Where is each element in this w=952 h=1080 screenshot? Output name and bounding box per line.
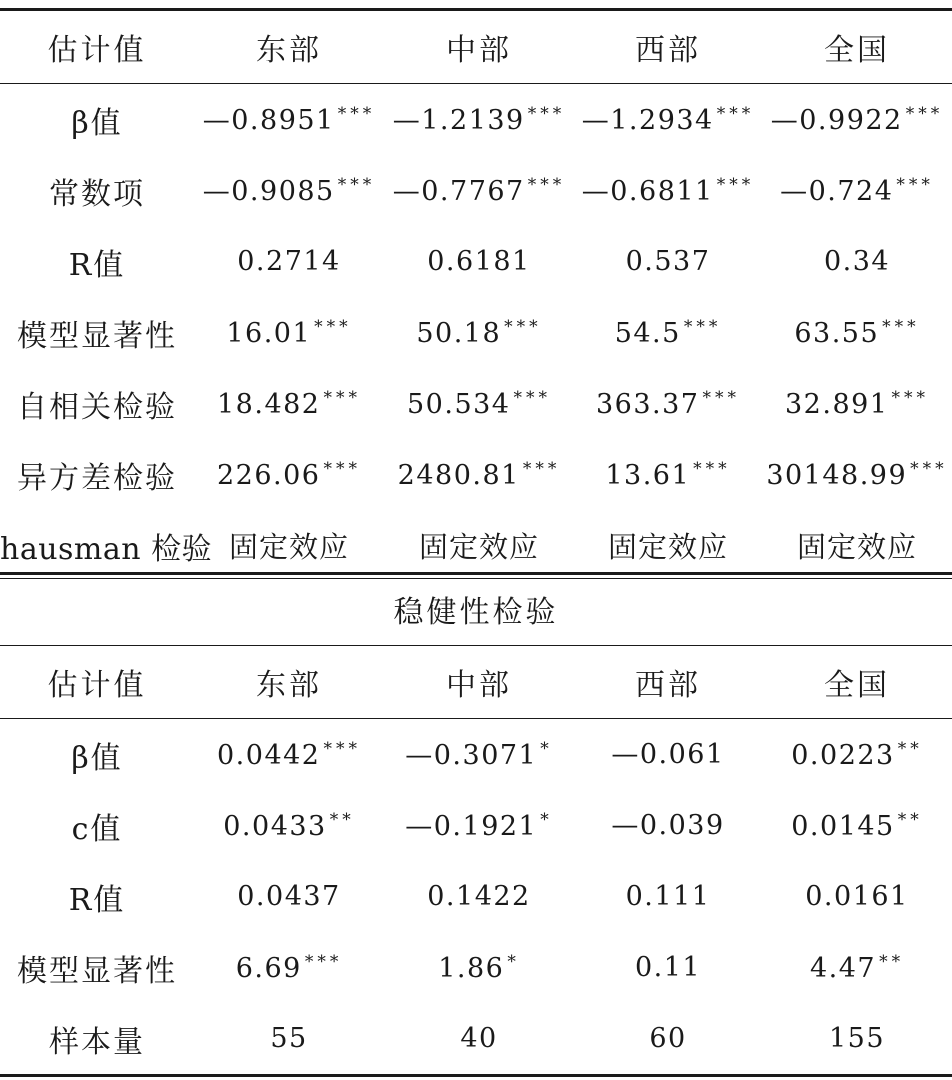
significance-stars: ***: [702, 387, 740, 408]
table-row: [0, 932, 952, 1003]
table-row: [0, 510, 952, 581]
table-cell: [194, 861, 384, 932]
row-label: β值: [71, 740, 123, 776]
cell-value: 0.0223: [791, 739, 895, 771]
cell-value: 60: [649, 1023, 687, 1054]
header-national: 全国: [762, 646, 952, 719]
table-cell: [574, 932, 762, 1003]
significance-stars: ***: [527, 103, 566, 124]
significance-stars: ***: [323, 738, 361, 759]
significance-stars: ***: [522, 458, 561, 479]
header-west: 西部: [574, 10, 762, 84]
table-cell: [762, 297, 952, 368]
table-cell: [194, 226, 384, 297]
table-cell: [384, 439, 574, 510]
table-cell: [574, 861, 762, 932]
significance-stars: ***: [882, 316, 920, 337]
table-row: [0, 368, 952, 439]
cell-value: —0.1921: [405, 810, 538, 842]
row-label: β值: [71, 105, 123, 141]
cell-value: 6.69: [235, 952, 302, 984]
cell-value: 63.55: [794, 317, 880, 349]
table-cell: [574, 1003, 762, 1076]
table-cell: [762, 84, 952, 156]
table-cell: [762, 932, 952, 1003]
table-cell: [384, 1003, 574, 1076]
cell-value: 54.5: [614, 317, 681, 349]
table-row: [0, 297, 952, 368]
row-label: R值: [68, 247, 126, 283]
table-cell: [384, 155, 574, 226]
cell-value: 55: [270, 1023, 308, 1054]
significance-stars: **: [897, 738, 923, 759]
cell-value: —0.7767: [392, 175, 525, 207]
cell-value: —0.3071: [405, 739, 538, 771]
cell-value: —1.2139: [392, 104, 525, 136]
cell-value: 226.06: [217, 459, 321, 491]
cell-value: 0.0442: [217, 739, 321, 771]
table-cell: [194, 1003, 384, 1076]
table-cell: [762, 368, 952, 439]
main-estimation-table: [0, 8, 952, 581]
cell-value: 固定效应: [796, 530, 917, 564]
cell-value: 2480.81: [397, 459, 520, 491]
cell-value: 0.1422: [427, 881, 531, 912]
cell-value: —0.8951: [202, 104, 335, 136]
table-cell: [574, 368, 762, 439]
cell-value: 0.11: [634, 952, 702, 983]
table-cell: [384, 510, 574, 581]
significance-stars: ***: [504, 316, 542, 337]
significance-stars: ***: [527, 174, 566, 195]
table-cell: [194, 932, 384, 1003]
cell-value: 30148.99: [766, 459, 908, 491]
cell-value: 0.0437: [237, 881, 341, 912]
cell-value: 固定效应: [418, 530, 539, 564]
cell-value: 13.61: [605, 459, 691, 491]
cell-value: —0.039: [611, 810, 725, 841]
significance-stars: ***: [323, 387, 361, 408]
table-cell: [762, 226, 952, 297]
header-estimate: 估计值: [0, 646, 194, 719]
table-row: [0, 226, 952, 297]
cell-value: 4.47: [809, 952, 877, 984]
table-row: [0, 439, 952, 510]
table-row: [0, 790, 952, 861]
significance-stars: ***: [304, 951, 343, 972]
table-cell: [762, 861, 952, 932]
table-cell: [194, 155, 384, 226]
table-cell: [762, 719, 952, 791]
table-cell: [574, 226, 762, 297]
cell-value: 50.534: [407, 388, 511, 420]
significance-stars: **: [879, 951, 905, 972]
table-cell: [762, 439, 952, 510]
cell-value: 16.01: [226, 317, 312, 349]
table-cell: [574, 790, 762, 861]
table-cell: [194, 790, 384, 861]
significance-stars: ***: [337, 103, 376, 124]
table-row: [0, 1003, 952, 1076]
table-cell: [574, 84, 762, 156]
table-cell: [384, 861, 574, 932]
table-cell: [574, 155, 762, 226]
significance-stars: ***: [716, 103, 755, 124]
significance-stars: ***: [337, 174, 376, 195]
table-cell: [574, 719, 762, 791]
significance-stars: *: [540, 809, 553, 830]
table-cell: [194, 439, 384, 510]
row-label: 自相关检验: [17, 389, 177, 425]
significance-stars: ***: [905, 103, 944, 124]
table-cell: [194, 297, 384, 368]
table-cell: [384, 719, 574, 791]
table-cell: [384, 297, 574, 368]
cell-value: 0.537: [625, 246, 711, 277]
table-cell: [194, 510, 384, 581]
significance-stars: ***: [716, 174, 755, 195]
row-label: 常数项: [49, 176, 145, 212]
cell-value: 0.0145: [791, 810, 895, 842]
cell-value: 0.0433: [223, 810, 327, 842]
table-cell: [384, 790, 574, 861]
section-divider-top: [0, 572, 952, 575]
table-cell: [194, 719, 384, 791]
significance-stars: *: [540, 738, 553, 759]
table-row: [0, 84, 952, 156]
cell-value: 32.891: [785, 388, 889, 420]
cell-value: 1.86: [438, 952, 505, 984]
cell-value: —0.061: [611, 739, 725, 770]
row-label: 模型显著性: [17, 318, 177, 354]
cell-value: —0.6811: [581, 175, 714, 207]
cell-value: 155: [828, 1023, 886, 1054]
robustness-table: [0, 645, 952, 1077]
table-cell: [762, 790, 952, 861]
significance-stars: **: [897, 809, 923, 830]
cell-value: 0.2714: [237, 246, 341, 277]
header-central: 中部: [384, 10, 574, 84]
cell-value: 0.6181: [427, 246, 531, 277]
cell-value: 50.18: [416, 317, 502, 349]
table-row: [0, 719, 952, 791]
header-west: 西部: [574, 646, 762, 719]
robust-table-header-row: [0, 646, 952, 719]
significance-stars: ***: [513, 387, 551, 408]
cell-value: —0.9085: [202, 175, 335, 207]
cell-value: 固定效应: [228, 530, 349, 564]
table-cell: [574, 439, 762, 510]
robustness-title: 稳健性检验: [393, 595, 559, 630]
table-row: [0, 861, 952, 932]
table-cell: [574, 510, 762, 581]
table-cell: [762, 510, 952, 581]
table-row: [0, 155, 952, 226]
header-east: 东部: [194, 646, 384, 719]
significance-stars: ***: [683, 316, 722, 337]
section-divider-bottom: [0, 578, 952, 579]
row-label: R值: [68, 882, 126, 918]
row-label: 样本量: [49, 1024, 145, 1060]
significance-stars: *: [507, 951, 520, 972]
significance-stars: ***: [910, 458, 948, 479]
header-east: 东部: [194, 10, 384, 84]
row-label: 异方差检验: [17, 460, 177, 496]
main-table-header-row: [0, 10, 952, 84]
significance-stars: ***: [891, 387, 929, 408]
significance-stars: ***: [314, 316, 352, 337]
header-national: 全国: [762, 10, 952, 84]
significance-stars: ***: [323, 458, 361, 479]
table-cell: [762, 155, 952, 226]
table-cell: [384, 226, 574, 297]
table-cell: [384, 368, 574, 439]
table-cell: [384, 84, 574, 156]
row-label: 模型显著性: [17, 953, 177, 989]
table-cell: [384, 932, 574, 1003]
cell-value: 0.0161: [805, 881, 909, 912]
cell-value: 18.482: [217, 388, 321, 420]
row-label: c值: [71, 811, 123, 847]
cell-value: 0.34: [823, 246, 891, 277]
table-cell: [194, 368, 384, 439]
cell-value: 40: [460, 1023, 498, 1054]
cell-value: —0.724: [780, 175, 894, 207]
cell-value: —0.9922: [770, 104, 903, 136]
cell-value: 0.111: [625, 881, 711, 912]
cell-value: 固定效应: [607, 530, 728, 564]
table-cell: [574, 297, 762, 368]
cell-value: —1.2934: [581, 104, 714, 136]
significance-stars: ***: [693, 458, 731, 479]
cell-value: 363.37: [596, 388, 700, 420]
header-central: 中部: [384, 646, 574, 719]
table-cell: [762, 1003, 952, 1076]
header-estimate: 估计值: [0, 10, 194, 84]
table-cell: [194, 84, 384, 156]
significance-stars: **: [329, 809, 355, 830]
row-label: hausman 检验: [0, 531, 213, 567]
significance-stars: ***: [896, 174, 934, 195]
